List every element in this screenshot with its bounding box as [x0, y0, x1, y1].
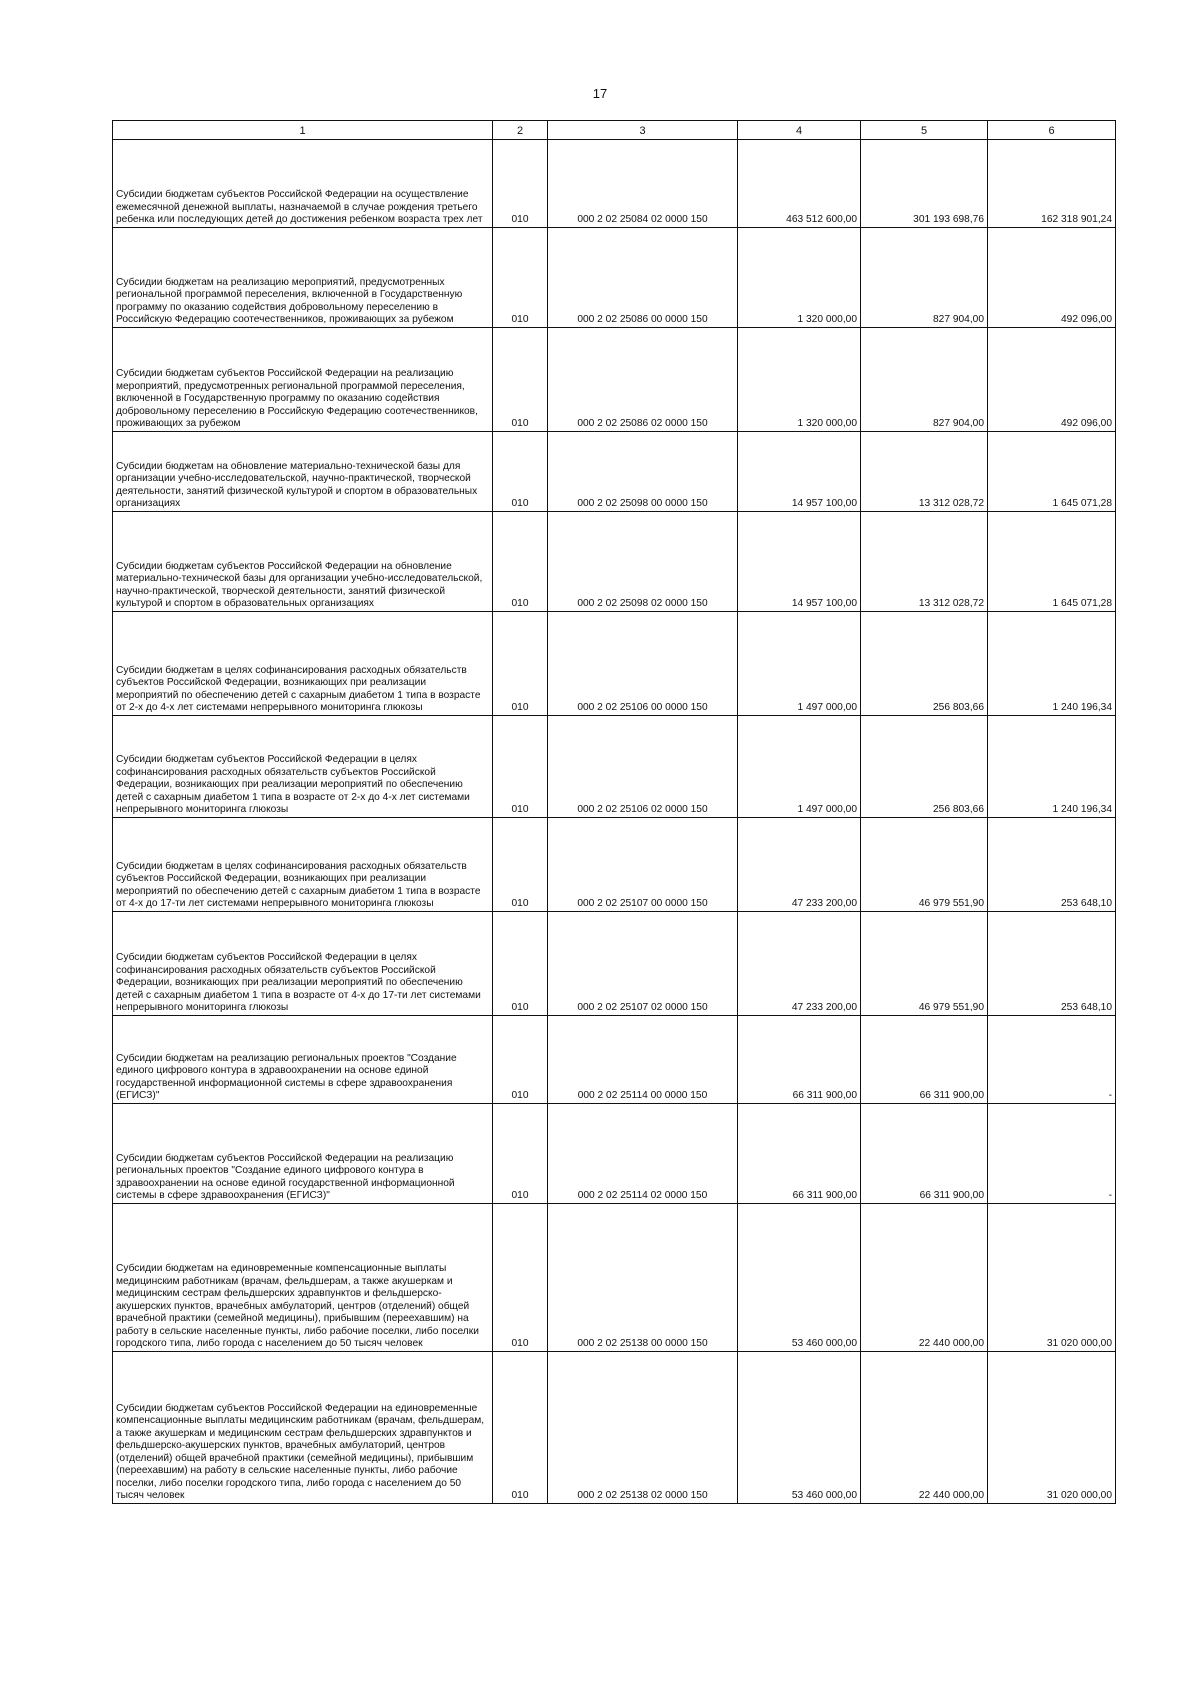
row-remaining: 1 645 071,28: [988, 512, 1116, 612]
row-remaining: 162 318 901,24: [988, 140, 1116, 228]
row-name: Субсидии бюджетам субъектов Российской Федерации в целях софинансирования расходных обязательств субъектов Российской Федерации, возникающих при реализации мероприятий по обеспечению детей с сахарным диабетом 1 типа в возрасте от 4-х до 17-ти лет системами непрерывного мониторинга глюкозы: [113, 912, 493, 1016]
row-kbk: 000 2 02 25084 02 0000 150: [548, 140, 738, 228]
row-code: 010: [493, 228, 548, 328]
table-row: [113, 1104, 1116, 1204]
row-kbk: 000 2 02 25138 00 0000 150: [548, 1204, 738, 1352]
row-remaining: -: [988, 1104, 1116, 1204]
row-name: Субсидии бюджетам субъектов Российской Федерации на осуществление ежемесячной денежной выплаты, назначаемой в случае рождения третьего ребенка или последующих детей до достижения ребенком возраста трех лет: [113, 140, 493, 228]
row-remaining: 31 020 000,00: [988, 1204, 1116, 1352]
table-row: [113, 512, 1116, 612]
column-number: 5: [861, 121, 988, 140]
row-code: 010: [493, 1104, 548, 1204]
row-remaining: 31 020 000,00: [988, 1352, 1116, 1504]
budget-table: [112, 120, 1116, 1504]
column-number: 1: [113, 121, 493, 140]
table-row: [113, 140, 1116, 228]
row-executed: 13 312 028,72: [861, 512, 988, 612]
row-executed: 66 311 900,00: [861, 1104, 988, 1204]
row-code: 010: [493, 328, 548, 432]
row-executed: 22 440 000,00: [861, 1204, 988, 1352]
row-kbk: 000 2 02 25114 02 0000 150: [548, 1104, 738, 1204]
row-remaining: 1 645 071,28: [988, 432, 1116, 512]
row-kbk: 000 2 02 25106 00 0000 150: [548, 612, 738, 716]
row-remaining: -: [988, 1016, 1116, 1104]
row-executed: 827 904,00: [861, 328, 988, 432]
table-row: [113, 1352, 1116, 1504]
row-executed: 22 440 000,00: [861, 1352, 988, 1504]
row-approved: 66 311 900,00: [738, 1016, 861, 1104]
row-name: Субсидии бюджетам в целях софинансирования расходных обязательств субъектов Российской Федерации, возникающих при реализации мероприятий по обеспечению детей с сахарным диабетом 1 типа в возрасте от 2-х до 4-х лет системами непрерывного мониторинга глюкозы: [113, 612, 493, 716]
row-approved: 1 320 000,00: [738, 328, 861, 432]
row-approved: 1 497 000,00: [738, 716, 861, 818]
row-kbk: 000 2 02 25086 02 0000 150: [548, 328, 738, 432]
row-approved: 47 233 200,00: [738, 818, 861, 912]
table-row: [113, 818, 1116, 912]
row-name: Субсидии бюджетам субъектов Российской Федерации на реализацию региональных проектов "Создание единого цифрового контура в здравоохранении на основе единой государственной информационной системы в сфере здравоохранения (ЕГИСЗ)": [113, 1104, 493, 1204]
row-kbk: 000 2 02 25107 02 0000 150: [548, 912, 738, 1016]
row-kbk: 000 2 02 25098 00 0000 150: [548, 432, 738, 512]
budget-table-body: [113, 121, 1116, 1504]
row-code: 010: [493, 912, 548, 1016]
column-number: 6: [988, 121, 1116, 140]
table-row: [113, 716, 1116, 818]
row-executed: 256 803,66: [861, 716, 988, 818]
row-code: 010: [493, 140, 548, 228]
column-number-row: [113, 121, 1116, 140]
row-code: 010: [493, 512, 548, 612]
table-row: [113, 912, 1116, 1016]
row-executed: 46 979 551,90: [861, 818, 988, 912]
row-kbk: 000 2 02 25098 02 0000 150: [548, 512, 738, 612]
row-kbk: 000 2 02 25086 00 0000 150: [548, 228, 738, 328]
page-number: 17: [592, 86, 608, 101]
row-code: 010: [493, 716, 548, 818]
row-remaining: 492 096,00: [988, 328, 1116, 432]
column-number: 3: [548, 121, 738, 140]
row-executed: 256 803,66: [861, 612, 988, 716]
row-name: Субсидии бюджетам на реализацию мероприятий, предусмотренных региональной программой переселения, включенной в Государственную программу по оказанию содействия добровольному переселению в Российскую Федерацию соотечественников, проживающих за рубежом: [113, 228, 493, 328]
row-name: Субсидии бюджетам на реализацию региональных проектов "Создание единого цифрового контура в здравоохранении на основе единой государственной информационной системы в сфере здравоохранения (ЕГИСЗ)": [113, 1016, 493, 1104]
row-name: Субсидии бюджетам на обновление материально-технической базы для организации учебно-исследовательской, научно-практической, творческой деятельности, занятий физической культурой и спортом в образовательных организациях: [113, 432, 493, 512]
table-row: [113, 228, 1116, 328]
column-number: 2: [493, 121, 548, 140]
row-name: Субсидии бюджетам субъектов Российской Федерации на обновление материально-технической базы для организации учебно-исследовательской, научно-практической, творческой деятельности, занятий физической культурой и спортом в образовательных организациях: [113, 512, 493, 612]
row-name: Субсидии бюджетам на единовременные компенсационные выплаты медицинским работникам (врачам, фельдшерам, а также акушеркам и медицинским сестрам фельдшерских здравпунктов и фельдшерско-акушерских пунктов, врачебных амбулаторий, центров (отделений) общей врачебной практики (семейной медицины), прибывшим (переехавшим) на работу в сельские населенные пункты, либо рабочие поселки, либо поселки городского типа, либо города с населением до 50 тысяч человек: [113, 1204, 493, 1352]
row-name: Субсидии бюджетам в целях софинансирования расходных обязательств субъектов Российской Федерации, возникающих при реализации мероприятий по обеспечению детей с сахарным диабетом 1 типа в возрасте от 4-х до 17-ти лет системами непрерывного мониторинга глюкозы: [113, 818, 493, 912]
table-row: [113, 328, 1116, 432]
row-approved: 14 957 100,00: [738, 432, 861, 512]
row-executed: 827 904,00: [861, 228, 988, 328]
row-approved: 463 512 600,00: [738, 140, 861, 228]
table-row: [113, 432, 1116, 512]
row-code: 010: [493, 818, 548, 912]
row-name: Субсидии бюджетам субъектов Российской Федерации на реализацию мероприятий, предусмотренных региональной программой переселения, включенной в Государственную программу по оказанию содействия добровольному переселению в Российскую Федерацию соотечественников, проживающих за рубежом: [113, 328, 493, 432]
row-code: 010: [493, 432, 548, 512]
row-approved: 53 460 000,00: [738, 1352, 861, 1504]
row-approved: 1 497 000,00: [738, 612, 861, 716]
row-kbk: 000 2 02 25114 00 0000 150: [548, 1016, 738, 1104]
row-code: 010: [493, 1352, 548, 1504]
row-approved: 14 957 100,00: [738, 512, 861, 612]
row-approved: 66 311 900,00: [738, 1104, 861, 1204]
table-row: [113, 612, 1116, 716]
row-code: 010: [493, 612, 548, 716]
row-approved: 47 233 200,00: [738, 912, 861, 1016]
row-kbk: 000 2 02 25107 00 0000 150: [548, 818, 738, 912]
row-code: 010: [493, 1204, 548, 1352]
row-executed: 66 311 900,00: [861, 1016, 988, 1104]
table-row: [113, 1016, 1116, 1104]
row-remaining: 253 648,10: [988, 912, 1116, 1016]
row-executed: 46 979 551,90: [861, 912, 988, 1016]
row-executed: 301 193 698,76: [861, 140, 988, 228]
row-kbk: 000 2 02 25138 02 0000 150: [548, 1352, 738, 1504]
row-name: Субсидии бюджетам субъектов Российской Федерации в целях софинансирования расходных обязательств субъектов Российской Федерации, возникающих при реализации мероприятий по обеспечению детей с сахарным диабетом 1 типа в возрасте от 2-х до 4-х лет системами непрерывного мониторинга глюкозы: [113, 716, 493, 818]
row-remaining: 492 096,00: [988, 228, 1116, 328]
row-executed: 13 312 028,72: [861, 432, 988, 512]
row-remaining: 253 648,10: [988, 818, 1116, 912]
row-code: 010: [493, 1016, 548, 1104]
row-kbk: 000 2 02 25106 02 0000 150: [548, 716, 738, 818]
row-approved: 1 320 000,00: [738, 228, 861, 328]
row-approved: 53 460 000,00: [738, 1204, 861, 1352]
row-name: Субсидии бюджетам субъектов Российской Федерации на единовременные компенсационные выплаты медицинским работникам (врачам, фельдшерам, а также акушеркам и медицинским сестрам фельдшерских здравпунктов и фельдшерско-акушерских пунктов, врачебных амбулаторий, центров (отделений) общей врачебной практики (семейной медицины), прибывшим (переехавшим) на работу в сельские населенные пункты, либо рабочие поселки, либо поселки городского типа, либо города с населением до 50 тысяч человек: [113, 1352, 493, 1504]
table-row: [113, 1204, 1116, 1352]
row-remaining: 1 240 196,34: [988, 716, 1116, 818]
column-number: 4: [738, 121, 861, 140]
row-remaining: 1 240 196,34: [988, 612, 1116, 716]
